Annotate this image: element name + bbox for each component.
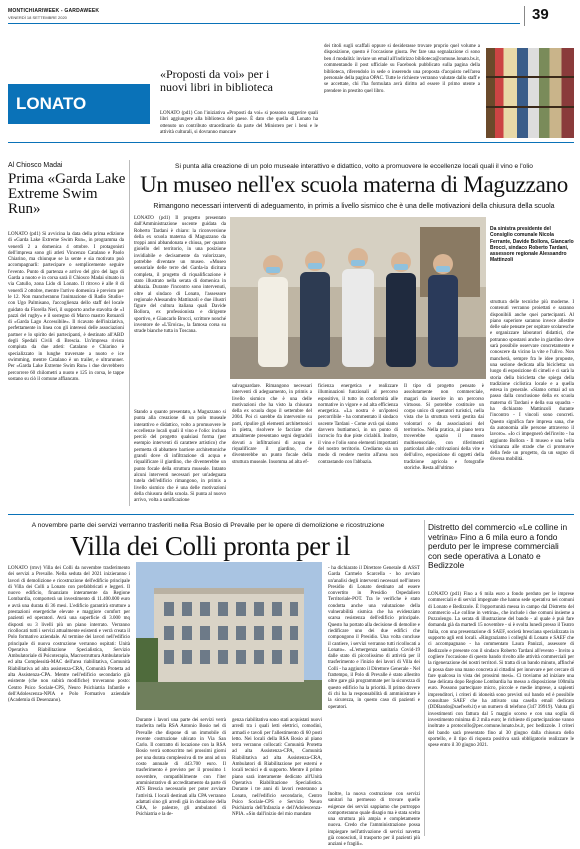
right-article-body: LONATO (pd1) Fino a 6 mila euro a fondo perduto per le imprese commerciali e di servizi impegnate che hanno sede operativa nei comuni di Lonato e Bedizzole. È l'opportunità messa in campo dal Distretto del commercio «Le colline in vetrina», che include i due comuni insieme a Pozzolengo. La serata di illustrazione del bando - al quale è può fare domanda già da martedì 15 novembre - si è svolta lunedì presso il Teatro Italia, con una presentazione di SAEF, società bresciana specializzata in supporto agli enti locali. «Ringraziamo i colleghi di Lonato e SAEF che ci accompagnano - ha commentato Laura Panizzi, assessore di Bedizzole e presente con il sindaco Roberto Tardani all'evento - Invito a cogliere l'occasione di questo bando rivolto alle attività commerciali per la rigenerazione dei nostri territori. Si tratta di un bando minuto, affinché si possa dare una mano concreta ai cittadini per innovare e per cercare di fare qualcosa in vista dei prossimi mesi». Ci troviamo ad iniziare una fase delicata dopo Regione Lombardia ha messo a disposizione 100mila euro. Possono partecipare micro, piccole e medie imprese, a sapienti imprenditori, i criteri di idoneità sono previsti sul bando ed è possibile consultare SAEF che ha attivato una casella email dedicata (DDBando@saefweb.it) e un numero di telefono (347 39919). Valuta gli investimenti con fattura dal 5 maggio scorso e con una soglia di investimento minima di 2 mila euro; le richieste di partecipazione vanno inoltrate a protocollo@pec.comune.lonato.bs.it, pec bedizzole. I criteri del bando sarà presentato fino al 30 giugno dalla chiusura dello sportello, e il tipo di risposta positiva sarà obbligatorio realizzare le spese entro il 30 giugno 2021. [428,592,574,749]
bottom-article-col-5: Inoltre, la nuova costruzione con servizi sanitari ha permesso di trovare quelle esigenze dei servizi sappiamo che purtroppo comporteranno quale disagio ma è stata scelta una struttura più ampia e completamente nuova. Credo che l'amministrazione possa impiegare nell'attivazione di servizi navetta già conosciuti, il trasporto per il pazienti più anziani e fragili». [328,792,420,848]
left-article-headline: Prima «Garda Lake Extreme Swim Run» [8,171,126,217]
top-article-headline: «Proposti da voi» per i nuovi libri in biblioteca [160,67,273,94]
issue-date: VENERDÌ 18 SETTEMBRE 2020 [8,15,67,20]
building-illustration [136,562,322,710]
main-article-col-3: salvaguardare. Rimangono necessari interventi di adeguamento, in primis a livello sismico che è una delle motivazioni che ha visto la chiusura della ex scuola dopo il settembre del 2004. Poi ci sarebbe da intervenire su parti, ripulire gli elementi architettonici in pietra, risolvere le facciate che attualmente presentano segni degradoli dovuti a infiltrazioni di acqua e riqualificare il giardino, che diventerebbe un punto focale della struttura museale. Insomma ad alta ef- [232,384,312,465]
left-article-body: LONATO (pd1) Si avvicina la data della prima edizione di «Garda Lake Extreme Swim Run», in programma da venerdì 2 a domenica 4 ottobre. I protagonisti dell'impresa sono gli atleti Vincenzo Catalano e Paolo Chiarino, ma chiunque se la sente e sia motivato può accompagnarli: partecipare o semplicemente seguire l'evento. Punto di partenza e arrivo del giro del lago di Garda a nuoto e in corsa sarà il Chiosco Madai situato in via Catullo, zona Lido di Lonato. Il ritrovo è alle 8 di venerdì 2 ottobre, mentre l'arrivo domenica è previsto per le 12. Non mancheranno l'animazione di Radio Studio+ con Ugo Palmisano, l'accoglienza dello staff del locale guidato da Fiorella Neri, il supporto anche stavolta de «I pazzi del rugby» e il sostegno di Marco mastro Rotuardi di «Garda Lago Accessibile». Il ricavato dell'iniziativa, perfettamente in linea con gli interessi delle associazioni partner e lo spirito dei partecipanti, è destinato all'ABD degli Spedali Civili di Brescia. Un'impresa rivista compiuta da due atleti: Catalano e Chiarino è specializzato in lunghe traversate a nuoto e ice swimming, mentre Catalano è un trailer, e ultrarunner. Per «Garda Lake Extreme Swim Run» i due dovrebbero percorrere 60 chilometri a nuoto e 125 in corsa, le tappe sostano su ciò il comune affiancato. [8,232,124,382]
officials-group-photo [230,217,486,379]
bottom-article-col-4: - ha dichiarato il Direttore Generale di ASST Garda Carmelo Scarcella - ho avviato un'analisi degli interventi necessari nell'intero Presidio di Lonato destinato ad essere convertito in Presidio Ospedaliero Territoriale-POT. Tra le verifiche è stato condotta anche una valutazione della vulnerabilità sismica che ha evidenziato scarsa resistenza dell'edificio principale. Questo ha portato alla decisione di demolire e riedificare uno dei due edifici che compongono il Presidio. Una volta concluse il cantiere, i servizi verranno tutti ricollocati a Lonato». «L'emergenza sanitaria Covid-19 dalle stato di piccolissimo di attività per il trasferimento e l'inizio dei lavori di Villa dei Colli - ha aggiunto il Direttore Generale - Nel frattempo, il Polo di Prevalle è stato allestito oltre gare già programmate per la sicurezza di questo edificio ha la priorità. Il primo dovere di chi ha la responsabilità di amministrare è la sicurezza, in questo caso di pazienti e operatori. [328,566,420,710]
main-article-col-2: Stando a quanto presentato, a Maguzzano si punta alla creazione di un polo museale interattivo e didattico, volto a promuovere le eccellenze locali quali il vino e l'olio: inclusa perciò del progetto qualsiasi forma (per esempio interventi di carattere artistico) che permetta di abbattere barriere architettoniche grandi dove di infiltrazione di acqua e riqualificare il giardino, che diventerebbe un punto focale della struttura museale. Intanto alcuni interventi necessari per un'adeguata tutela dell'edificio rimangono, in primis a livello sismico che è una delle motivazioni della chiusura della scuola. Si punta al nuovo arrivo, volta a sanificazione [134,410,226,504]
top-article-col-1: LONATO (pd1) Con l'iniziativa «Proposti da voi» si possono suggerire quali libri aggiungere alla biblioteca del paese. È dato che quella di Lonato ha ottenuto un contributo straordinario da parte del Ministero per i beni e le attività culturali, si dovranno mancare [160,111,318,136]
section-divider [8,142,574,143]
right-article-headline: Distretto del commercio «Le colline in vetrina» Fino a 6 mila euro a fondo perduto per le imprese commerciali con sede operativa a Lonato e Bedizzole [428,522,568,570]
villa-dei-colli-photo [136,562,322,710]
library-shelves-photo [486,48,574,138]
top-article-col-2: dei titoli sugli scaffali oppure si desiderasse trovare proprio quel volume a disposizione, questo è l'occasione giusta. Per fare una segnalazione ci sono ben 4 modalità: inviare un email all'indirizzo biblioteca@comune.lonato.bs.it, commentando il post ufficiale su Facebook pubblicato sulla pagina della biblioteca, riferendolo in sede o inserendo una proposta d'acquisto nell'area personale della pagina OPAC. Tutte le richieste verranno valutate dallo staff e se accettate, chi l'ha formulata avrà diritto ad essere il primo utente a prendere in prestito quel libro. [324,44,480,94]
bottom-article-headline: Villa dei Colli pronta per il [70,531,350,561]
section-divider-2 [8,514,574,515]
main-article-subhead: Rimangono necessari interventi di adeguamento, in primis a livello sismico che è una delle motivazioni della chiusura della scuola [153,203,555,210]
column-rule-2 [424,520,425,836]
bottom-article-col-2: Durante i lavori una parte dei servizi verrà trasferita nella RSA Antonio Bosio nel di Prevalle che dispone di un immobile di recente costruzione ubicato in Via San Carlo. Il contratto di locazione con la RSA Bosio verrà sottoscritto nei prossimi giorni per una durata complessiva di tre anni ad un costo annuale di 443.700 euro. Il trasferimento è previsto per il prossimo 1 novembre, compatibilmente con l'iter amministrativo di accreditamento da parte di ATS Brescia necessario per poter avviare l'attività. I locali destinati alla CPA verranno adattati sino gli arredi già in dotazione della CRA, le palestre, gli ambulatori di Psichiatria e la de- [136,718,226,818]
bottom-article-kicker: A novembre parte dei servizi verranno trasferiti nella Rsa Bosio di Prevalle per le opere di demolizione e ricostruzione [31,522,385,529]
main-article-headline: Un museo nell'ex scuola materna di Maguzzano [140,172,568,197]
bottom-article-col-1: LONATO (rmv) Villa dei Colli da novembre trasferimento dei servizi a Prevalle. Nella seduta del 2021 inizieranno i lavori di demolizione e ricostruzione dell'edificio principale di Villa dei Colli a Lonato con prefabbricati e leggeri. Il nuovo edificio, finanziato interamente da Regione Lombardia, comporterà un investimento di 11.400.000 euro e avrà una durata di 36 mesi. L'edificio garantirà strutture a prestazioni energetiche elevate e maggiore comfort per pazienti ed operatori. Avrà una superficie di 3.000 mq disposti su 3 livelli più un piano interrato. Verranno ricollocati tutti i servizi attualmente esistenti e verrà creata il Polo formativo aziendale. Al termine dei lavori nell'edificio principale di nuova costruzione verranno ospitati: Unità Operativa Riabilitazione Specialistica, Servizio Ambulatoriale di Psicoterapia, Macrostruttura Ambulatoriale ed alta Complessità-MAC dell'area riabilitativa, Comunità Riabilitativa ad alta assistenza-CRA, Comunità Protetta ad alta Assistenza-CPA. Mentre nell'edificio secondario già esistente (che non subirà modifiche) troveranno posto: Centro Psico Sociale-CPS, Neuro Psichiatria Infantile e dell'Adolescenza-NPIA e Polo Formativo aziendale (Academia di Desenzano). [8,566,130,704]
page-number: 39 [532,6,549,23]
group-photo-illustration [230,217,486,379]
main-article-col-5: Il tipo di progetto pensato è assolutamente non commerciale, magari da inserire in un percorso virtuoso. Si potrebbe costituire un corpo unico di operatori turistici, nella vista che la struttura verrà gestita dai volontari o da associazioni del territorio». Nella pratica, al piano terra troverebbe spazio il museo multisensoriale, con riferimenti particolari alle coltivazioni della vite e dell'ulivo, esposizione di oggetti della tradizione agricola e fotografie storiche. Resta all'ultimo [404,384,484,471]
bottom-article-col-3: genza riabilitativa sono stati acquistati nuovi arredi tra i quali letti elettrici, comodini, armadi e tavoli per l'allestimento di 60 posti letto. Nei locali della RSA Bosio al piano terra verranno collocati: Comunità Protetta ad alta Assistenza-CPA, Comunità Riabilitativa ad alta Assistenza-CRA, Ambulatori di Riabilitazione per esterni e locali tecnici e di supporto. Mentre il primo piano sarà interamente dedicato all'Unità Operativa Riabilitazione Specialistica. Durante i tre anni di lavori resteranno a Lonato, nell'edificio secondario, Centro Psico Sociale-CPS e Servizio Neuro Psichiatria dell'Infanzia e dell'Adolescenza-NPIA. «Sin dall'inizio del mio mandato [232,718,322,818]
main-article-col-6: struttura delle tecniche più moderne. I contenuti verranno proiettati e saranno disponibili anche quei partecipanti. Al piano superiore saranno invece allestite delle sale pensate per ospitare scolaresche e organizzare laboratori didattici, che potranno spostarsi anche in giardino dove sarà possibile osservare concretamente e conoscere da vicino la vite e l'ulivo. Non mancherà, sempre fra le idee proposte, una sezione dedicata alla bicicletta: un luogo di esposizione di cimeli e ci sarà la storia della bicicletta che spiega della tradizione ciclistica locale e a quella estesa in generale. «Siamo ormai ad un passo dalla conclusione della ex scuola materna di Tardani e della sua squadra - ha dichiarato Mattinzoli durante l'incontro - I vincoli sono concreti. Questo significa fare impresa sana, che da autonomia alle persone attraverso il lavoro». «Io ci impegnerò dell'invito - ha aggiunto Bollora - Il museo e una bella vicinanza alle strade che ci promuove della fede un progetto, da un sogno di diversa mobilità. [490,300,574,463]
main-article-kicker: Si punta alla creazione di un polo museale interattivo e didattico, volto a promuovere le eccellenze locali quali il vino e l'olio [175,163,533,170]
main-article-col-1: LONATO (pd1) Il progetto presentato dall'Amministrazione uscente guidata da Roberto Tardani è chiaro: la riconversione della ex scuola materna di Maguzzano da troppi anni abbandonata e chiusa, per quanto gioiello del territorio, in una posizione invidiabile e decisamente da valorizzare, potrebbe diventare un museo. «Museo sensoriale delle terre del Garda-la dicitura completa, il progetto di riqualificazione è stato illustrato nella serata di domenica in abbazia. Durante l'incontro sono intervenuti, oltre al sindaco di Lonato, l'assessore regionale Alessandro Mattinzoli e due illustri figure del cultura italiana quali Davide Bollora, ex professionista e dirigente sportivo, e Giancarlo Brocci, scrittore nonché inventore de «L'Eroica», la famosa corsa su strade bianche tutta in Toscana. [134,216,226,335]
main-article-col-4: ficienza energetica e realizzare illuminazioni funzionali al percorso espositivo, il tutto in conformità alle normative in vigore e ad alta efficienza energetica. «La nostra è un'ipotesi percorribile - ha commentato il sindaco uscente Tardani - Come avrà qui siamo davvero buttiamoci, in un punto di incrocio fra due piste ciclabili. Inoltre, il vino e l'olio sono elementi importanti del nostro territorio. Crediamo sia un modo di rendere merito all'area non contrastando con l'abbazia. [318,384,398,465]
newspaper-title: MONTICHIARIWEEK - GARDAWEEK [8,8,100,14]
photo-caption: Da sinistra presidente del Consiglio comunale Nicola Ferrante, Davide Bollora, Giancarlo Brocci, sindaco Roberto Tardani, assessore regionale Alessandro Mattinzoli [490,226,574,264]
header-rule [8,23,520,24]
section-label: LONATO [16,94,87,113]
section-badge [8,84,150,124]
left-article-kicker: Al Chiosco Madai [8,162,63,169]
column-rule [129,160,130,506]
